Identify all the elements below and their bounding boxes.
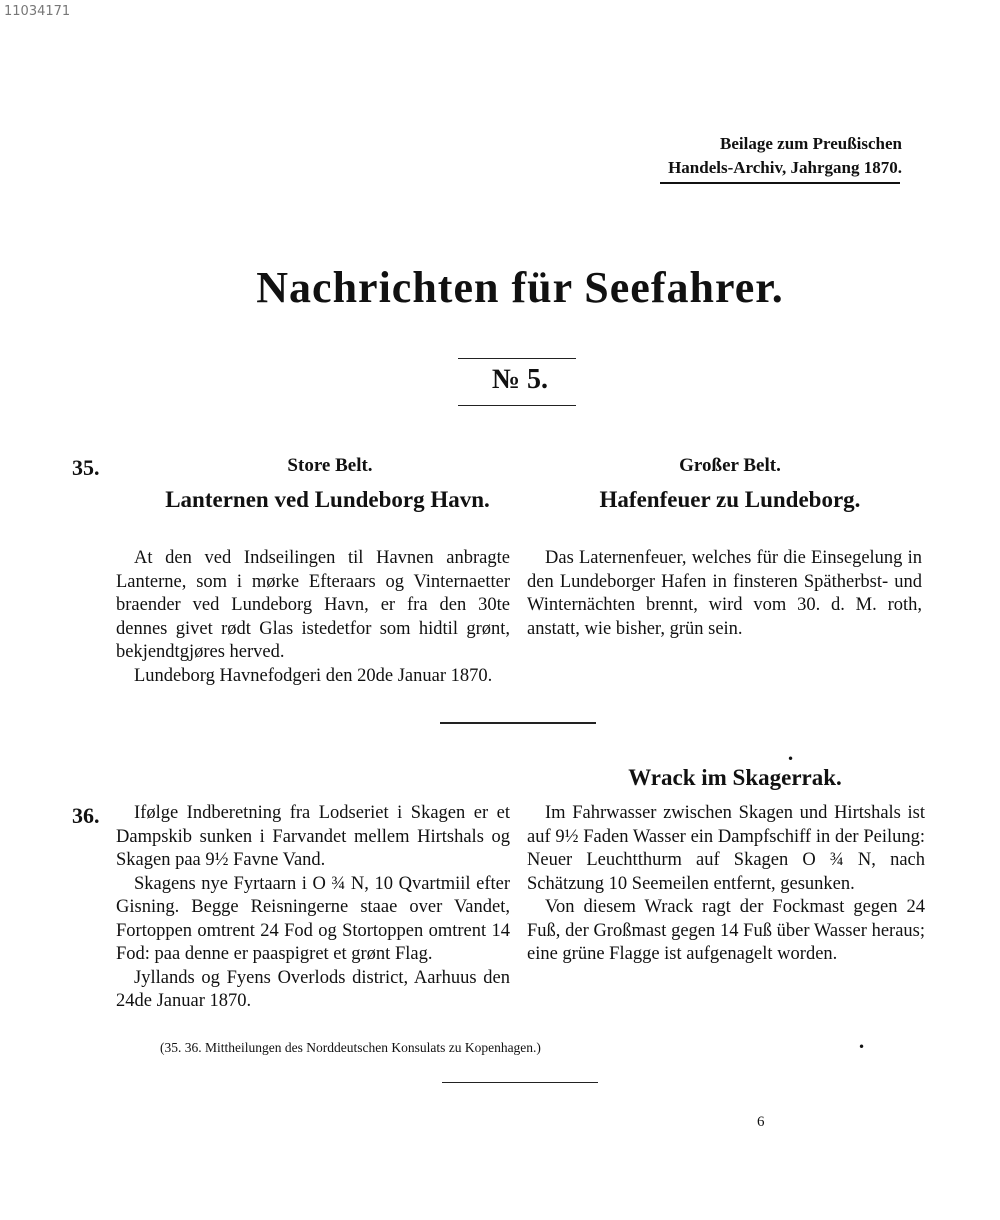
notice-36-danish-paragraph-3: Jyllands og Fyens Overlods district, Aarhuus den 24de Januar 1870.	[116, 967, 510, 1011]
notice-36-danish-text	[116, 802, 510, 1014]
supplement-line-1: Beilage zum Preußischen	[720, 134, 902, 153]
notice-35-danish-paragraph-1: At den ved Indseilingen til Havnen anbragte Lanterne, som i mørke Efteraars og Vinternaetter braender ved Lundeborg Havn, er fra den 30te dennes givet rødt Glas istedetfor som hidtil grønt, bekjendtgjøres herved.	[116, 548, 510, 662]
page-number: 6	[757, 1114, 765, 1130]
notice-36-danish-paragraph-1: Ifølge Indberetning fra Lodseriet i Skagen er et Dampskib sunken i Farvandet mellem Hirtshals og Skagen paa 9½ Favne Vand.	[116, 803, 510, 870]
title-rule-top	[458, 358, 576, 359]
page-title: Nachrichten für Seefahrer.	[256, 263, 784, 312]
source-note: (35. 36. Mittheilungen des Norddeutschen Konsulats zu Kopenhagen.)	[160, 1040, 541, 1055]
notice-36-number: 36.	[72, 803, 100, 828]
notice-36-german-heading: Wrack im Skagerrak.	[628, 765, 842, 790]
issue-number: № 5.	[491, 364, 549, 395]
supplement-underline	[660, 182, 900, 184]
notice-35-german-heading: Hafenfeuer zu Lundeborg.	[599, 487, 861, 512]
notice-36-german-text	[527, 802, 925, 967]
supplement-header	[668, 132, 902, 180]
notice-36-german-paragraph-1: Im Fahrwasser zwischen Skagen und Hirtshals ist auf 9½ Faden Wasser ein Dampfschiff in der Peilung: Neuer Leuchtthurm auf Skagen O ¾ N, nach Schätzung 10 Seemeilen entfernt, gesunken.	[527, 803, 925, 894]
notice-35-german-paragraph-1: Das Laternenfeuer, welches für die Einsegelung in den Lundeborger Hafen in finsteren Spätherbst- und Winternächten brennt, wird vom 30. d. M. roth, anstatt, wie bisher, grün sein.	[527, 548, 922, 639]
notice-35-number: 35.	[72, 455, 100, 480]
notice-36-danish-paragraph-2: Skagens nye Fyrtaarn i O ¾ N, 10 Qvartmiil efter Gisning. Begge Reisningerne staae over Vandet, Fortoppen omtrent 24 Fod og Stortoppen omtrent 14 Fod: paa denne er paaspigret et grønt Flag.	[116, 873, 510, 964]
notice-35-german-text	[527, 547, 922, 641]
notice-35-danish-text	[116, 547, 510, 688]
print-speck-2: •	[858, 1040, 866, 1054]
notice-35-danish-region: Store Belt.	[287, 455, 373, 476]
notice-separator	[440, 722, 596, 724]
notice-35-german-region: Großer Belt.	[679, 455, 781, 476]
supplement-line-2: Handels-Archiv, Jahrgang 1870.	[668, 158, 902, 177]
notice-35-danish-heading: Lanternen ved Lundeborg Havn.	[165, 487, 490, 512]
title-rule-bottom	[458, 405, 576, 406]
scan-id: 11034171	[4, 4, 71, 19]
print-speck: •	[787, 752, 795, 766]
footer-rule	[442, 1082, 598, 1083]
notice-36-german-paragraph-2: Von diesem Wrack ragt der Fockmast gegen 24 Fuß, der Großmast gegen 14 Fuß über Wasser heraus; eine grüne Flagge ist aufgenagelt worden.	[527, 897, 925, 964]
notice-35-danish-paragraph-2: Lundeborg Havnefodgeri den 20de Januar 1870.	[134, 665, 493, 686]
